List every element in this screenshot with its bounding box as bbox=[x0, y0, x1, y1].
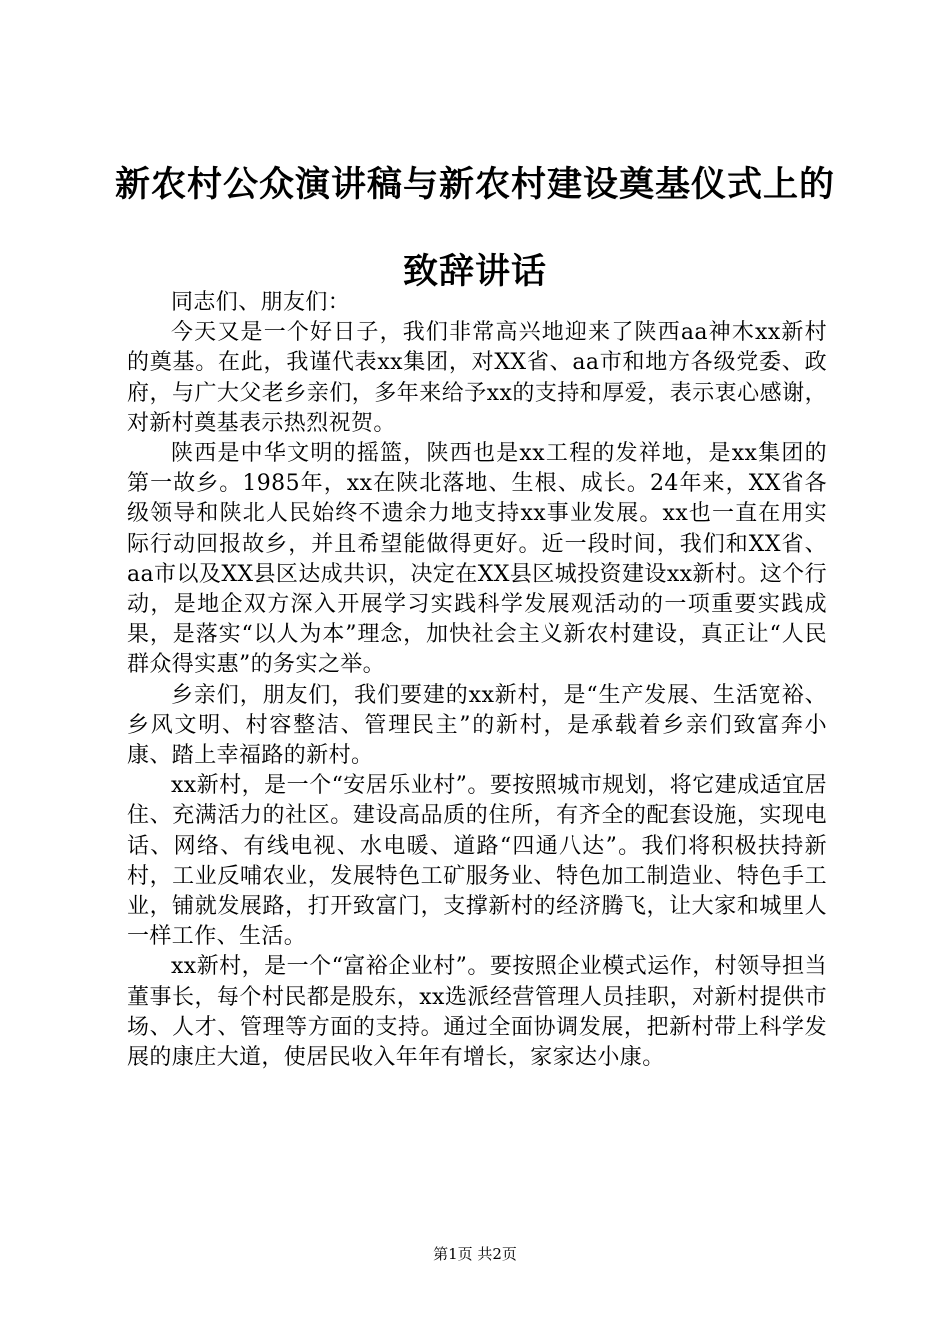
paragraph-2: 陕西是中华文明的摇篮，陕西也是xx工程的发祥地，是xx集团的第一故乡。1985年，xx在陕北落地、生根、成长。24年来，XX省各级领导和陕北人民始终不遗余力地支持xx事业发展。xx也一直在用实际行动回报故乡，并且希望能做得更好。近一段时间，我们和XX省、aa市以及XX县区达成共识，决定在XX县区城投资建设xx新村。这个行动，是地企双方深入开展学习实践科学发展观活动的一项重要实践成果，是落实“以人为本”理念，加快社会主义新农村建设，真正让“人民群众得实惠”的务实之举。 bbox=[127, 441, 827, 678]
document-title-line-2: 致辞讲话 bbox=[402, 251, 547, 292]
paragraph-3: 乡亲们，朋友们，我们要建的xx新村，是“生产发展、生活宽裕、乡风文明、村容整洁、管理民主”的新村，是承载着乡亲们致富奔小康、踏上幸福路的新村。 bbox=[127, 682, 827, 769]
page-footer: 第1页 共2页 bbox=[433, 1245, 517, 1263]
greeting: 同志们、朋友们： bbox=[171, 290, 351, 315]
paragraph-4: xx新村，是一个“安居乐业村”。要按照城市规划，将它建成适宜居住、充满活力的社区。建设高品质的住所，有齐全的配套设施，实现电话、网络、有线电视、水电暖、道路“四通八达”。我们将积极扶持新村，工业反哺农业，发展特色工矿服务业、特色加工制造业、特色手工业，铺就发展路，打开致富门，支撑新村的经济腾飞，让大家和城里人一样工作、生活。 bbox=[127, 773, 827, 950]
document-title-line-1: 新农村公众演讲稿与新农村建设奠基仪式上的 bbox=[114, 164, 835, 205]
paragraph-1: 今天又是一个好日子，我们非常高兴地迎来了陕西aa神木xx新村的奠基。在此，我谨代表xx集团，对XX省、aa市和地方各级党委、政府，与广大父老乡亲们，多年来给予xx的支持和厚爱，表示衷心感谢，对新村奠基表示热烈祝贺。 bbox=[127, 320, 827, 436]
document-body bbox=[127, 288, 827, 1073]
paragraph-5: xx新村，是一个“富裕企业村”。要按照企业模式运作，村领导担当董事长，每个村民都是股东，xx选派经营管理人员挂职，对新村提供市场、人才、管理等方面的支持。通过全面协调发展，把新村带上科学发展的康庄大道，使居民收入年年有增长，家家达小康。 bbox=[127, 954, 827, 1071]
